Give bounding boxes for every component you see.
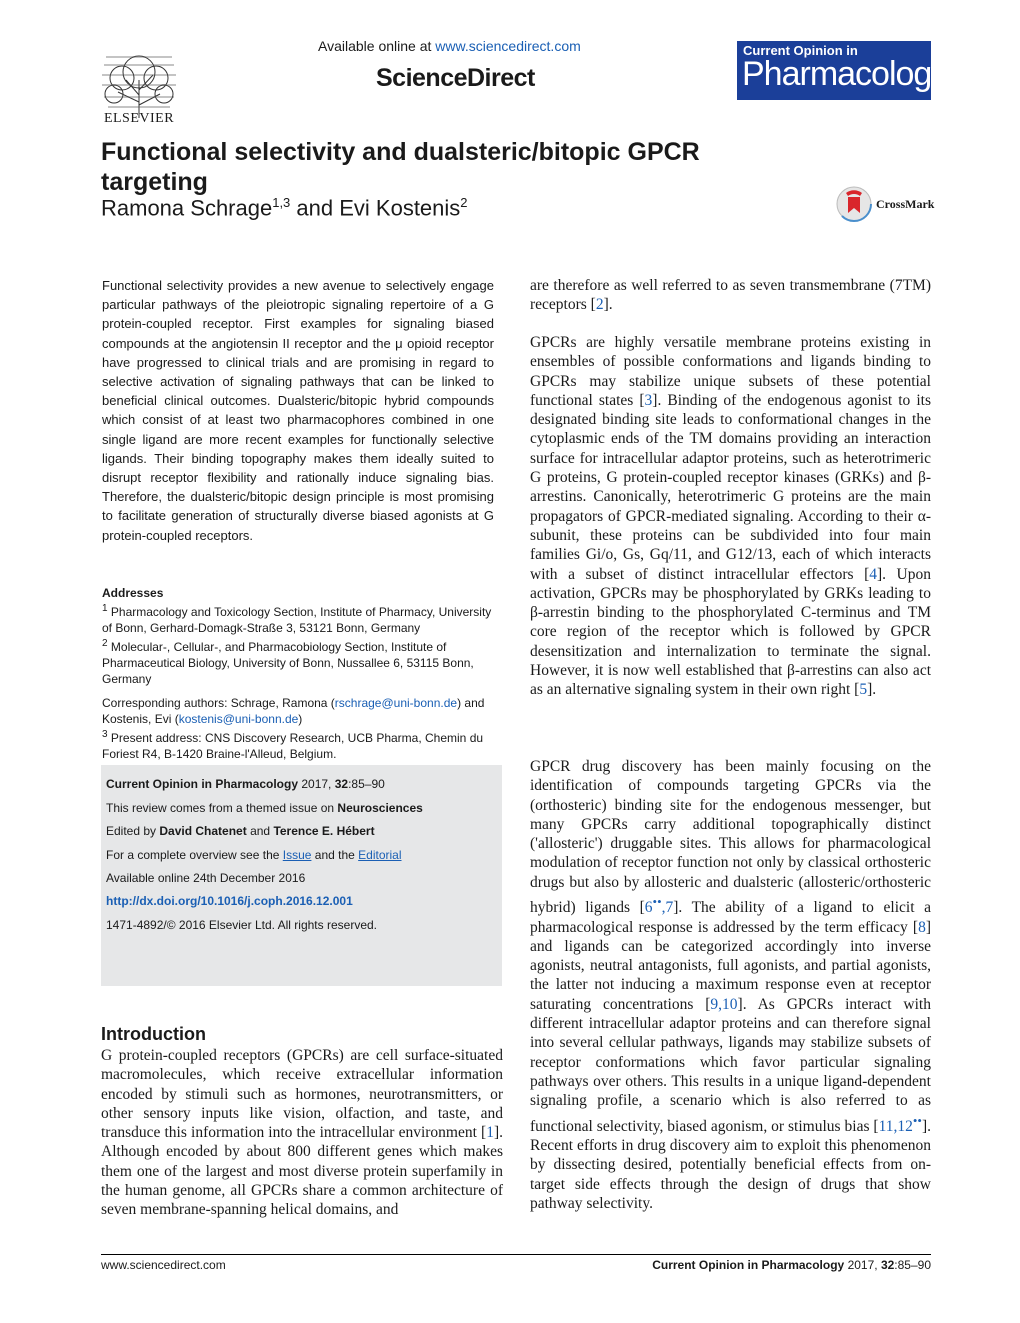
info-overview-prefix: For a complete overview see the [106, 848, 283, 862]
ref-1[interactable]: 1 [486, 1124, 494, 1142]
ref-5[interactable]: 5 [859, 681, 868, 699]
article-title: Functional selectivity and dualsteric/bitopic GPCR targeting [101, 138, 700, 196]
sciencedirect-link[interactable]: www.sciencedirect.com [435, 38, 581, 54]
crossmark-label[interactable]: CrossMark [876, 197, 935, 211]
intro-text-b: ]. Although encoded by about 800 different genes which makes them one of the largest and most diverse protein superfamily in the human genome, all GPCRs share a common architecture of seven membrane-spanning helical domains, and [101, 1124, 503, 1219]
ref-8[interactable]: 8 [918, 918, 926, 936]
info-pages: :85–90 [348, 777, 385, 791]
footer-citation [652, 1258, 931, 1272]
introduction-paragraph [101, 1046, 503, 1220]
corr-mid: ) and Kostenis, Evi ( [102, 696, 485, 726]
footer-divider [101, 1254, 931, 1255]
footer-volume: 32 [880, 1258, 895, 1272]
info-citation [106, 777, 385, 791]
rp3-text-c: ] and ligands can be categorized accordingly into inverse agonists, neutral antagonists, full agonists, and partial agonists, the latter not inducing a maximum response even at receptor saturating concentrations [ [530, 918, 931, 1013]
right-paragraph-3 [530, 757, 931, 1213]
info-editor-2: Terence E. Hébert [273, 824, 375, 838]
ref-6[interactable]: 6 [644, 899, 653, 917]
author-list [101, 195, 468, 221]
author-1-affil[interactable]: 1,3 [272, 195, 291, 210]
journal-logo-top: Current Opinion in [743, 43, 858, 58]
address-1-num: 1 [102, 603, 108, 614]
info-copyright: 1471-4892/© 2016 Elsevier Ltd. All rights reserved. [106, 918, 377, 932]
author-1: Ramona Schrage [101, 195, 273, 221]
journal-logo[interactable] [737, 41, 948, 100]
address-1-text: Pharmacology and Toxicology Section, Institute of Pharmacy, University of Bonn, Gerhard-Domagk-Straße 3, 53121 Bonn, Germany [102, 605, 492, 635]
ref-2[interactable]: 2 [595, 296, 604, 314]
rp2-text-a: GPCRs are highly versatile membrane proteins existing in ensembles of possible conformations and ligands binding to GPCRs may stabilize unique subsets of these potential functional states [ [530, 334, 931, 409]
issue-link[interactable]: Issue [282, 848, 312, 862]
ref-12-dots: •• [912, 1112, 922, 1128]
journal-logo-name: Pharmacology [742, 55, 948, 93]
ref-9-10[interactable]: 9,10 [710, 995, 738, 1013]
footer-journal: Current Opinion in Pharmacology [652, 1258, 845, 1272]
rp3-text-e: ]. Recent efforts in drug discovery aim to exploit this phenomenon by dissecting desired, potentially beneficial effects from on-target side effects through the design of drugs that show pathway selectivity. [530, 1117, 931, 1212]
info-editors [106, 824, 375, 838]
address-2 [102, 636, 502, 687]
footer-year: 2017, [844, 1258, 881, 1272]
rp3-text-d: ]. As GPCRs interact with different intracellular adaptor proteins and can therefore signal into several cellular pathways, ligands may stabilize subsets of receptor conformations which favor particular signaling pathways over others. This results in a unique ligand-dependent signaling profile, a scenario which is also referred to as functional selectivity, biased agonism, or stimulus bias [ [530, 995, 931, 1135]
right-paragraph-2 [530, 333, 931, 700]
rp2-text-c: ]. Upon activation, GPCRs may be phosphorylated by GRKs leading to β-arrestin binding to the phosphorylated C-terminus and TM core region of the receptor which is followed by GPCR desensitization and internalization to terminate the signal. However, it is now well established that β-arrestins can also act as an alternative signaling system in their own right [ [530, 565, 932, 699]
address-1 [102, 601, 502, 636]
present-address-num: 3 [102, 729, 108, 740]
info-theme [106, 801, 423, 815]
rp3-text-b: ]. The ability of a ligand to elicit a pharmacological response is addressed by the term efficacy [ [530, 899, 931, 936]
info-volume: 32 [334, 777, 349, 791]
info-editor-1: David Chatenet [159, 824, 247, 838]
info-overview-and: and the [311, 848, 359, 862]
publisher-name: ELSEVIER [103, 111, 175, 126]
ref-6-dots: •• [652, 894, 662, 910]
available-prefix: Available online at [318, 38, 436, 54]
available-online [318, 38, 581, 54]
address-2-num: 2 [102, 638, 108, 649]
present-address: Present address: CNS Discovery Research, UCB Pharma, Chemin du Foriest R4, B-1420 Braine-l'Alleud, Belgium. [102, 731, 484, 761]
intro-text-a: G protein-coupled receptors (GPCRs) are cell surface-situated macromolecules, which receive extracellular information encoded by stimuli such as hormones, neurotransmitters, or other sensory inputs like vision, olfaction, and taste, and transduce this information into the intracellular environment [ [101, 1047, 503, 1142]
email-link-2[interactable]: kostenis@uni-bonn.de [178, 712, 299, 726]
rp3-text-a: GPCR drug discovery has been mainly focusing on the identification of compounds targeting GPCRs via the (orthosteric) binding site for the endogenous messenger, but many GPCRs carry additional topographically distinct ('allosteric') druggable sites. This allows for pharmacological modulation of receptor function not only by classical orthosteric drugs but also by allosteric and dualsteric (allosteric/orthosteric hybrid) ligands [ [530, 758, 931, 917]
rp1-text-b: ]. [603, 296, 613, 314]
footer-pages: :85–90 [894, 1258, 931, 1272]
ref-11-12[interactable]: 11,12 [878, 1117, 913, 1135]
info-overview [106, 848, 402, 862]
right-paragraph-1 [530, 276, 931, 315]
info-edited-prefix: Edited by [106, 824, 160, 838]
info-available: Available online 24th December 2016 [106, 871, 306, 885]
introduction-heading: Introduction [101, 1024, 206, 1044]
article-info-box [101, 765, 502, 986]
rp2-text-d: ]. [867, 681, 877, 699]
author-2-affil[interactable]: 2 [460, 195, 468, 210]
crossmark-icon[interactable] [836, 186, 872, 222]
ref-7[interactable]: ,7 [661, 899, 674, 917]
ref-4[interactable]: 4 [869, 565, 878, 583]
ref-3[interactable]: 3 [644, 391, 653, 409]
authors-and: and [290, 195, 340, 221]
addresses-section [102, 585, 502, 687]
corresponding-authors [102, 695, 502, 762]
corr-prefix: Corresponding authors: Schrage, Ramona ( [102, 696, 335, 710]
rp2-text-b: ]. Binding of the endogenous agonist to its designated binding site leads to conformational changes in the cytoplasmic ends of the TM domains providing an interaction surface for intracellular adaptor proteins, such as heterotrimeric G proteins, G protein-coupled receptor kinases (GRKs) and β-arrestins. Canonically, heterotrimeric G proteins are the main propagators of GPCR-mediated signaling. According to their α-subunit, these proteins can be subdivided into four main families Gi/o, Gs, Gq/11, and G12/13, each of which interacts with a subset of distinct intracellular effectors [ [530, 391, 931, 583]
sciencedirect-wordmark[interactable]: ScienceDirect [376, 64, 535, 92]
author-2: Evi Kostenis [339, 195, 461, 221]
rp1-text-a: are therefore as well referred to as seven transmembrane (7TM) receptors [ [530, 277, 931, 314]
address-2-text: Molecular-, Cellular-, and Pharmacobiology Section, Institute of Pharmaceutical Biology, University of Bonn, Nussallee 6, 53115 Bonn, Germany [102, 640, 474, 686]
email-link-1[interactable]: rschrage@uni-bonn.de [334, 696, 458, 710]
info-edited-and: and [246, 824, 274, 838]
doi-link[interactable]: http://dx.doi.org/10.1016/j.coph.2016.12.001 [106, 894, 353, 908]
info-theme-name: Neurosciences [337, 801, 423, 815]
abstract: Functional selectivity provides a new avenue to selectively engage particular pathways of the pleiotropic signaling repertoire of a G protein-coupled receptor. First examples for signaling biased compounds at the angiotensin II receptor and the μ opioid receptor have progressed to clinical trials and are promising in regard to selective activation of signaling pathways that can be linked to beneficial clinical outcomes. Dualsteric/bitopic hybrid compounds which consist of at least two pharmacophores combined in one single ligand are more recent examples for functionally selective ligands. Their binding topography makes them ideally suited to disrupt receptor flexibility and rationally induce signaling bias. Therefore, the dualsteric/bitopic design principle is most promising to facilitate generation of structurally diverse biased agonists at G protein-coupled receptors. [102, 278, 494, 543]
info-theme-prefix: This review comes from a themed issue on [106, 801, 338, 815]
info-journal: Current Opinion in Pharmacology [106, 777, 299, 791]
corr-suffix: ) [298, 712, 303, 726]
addresses-heading: Addresses [102, 586, 164, 600]
footer-url[interactable]: www.sciencedirect.com [101, 1258, 226, 1272]
editorial-link[interactable]: Editorial [358, 848, 402, 862]
info-year: 2017, [298, 777, 335, 791]
